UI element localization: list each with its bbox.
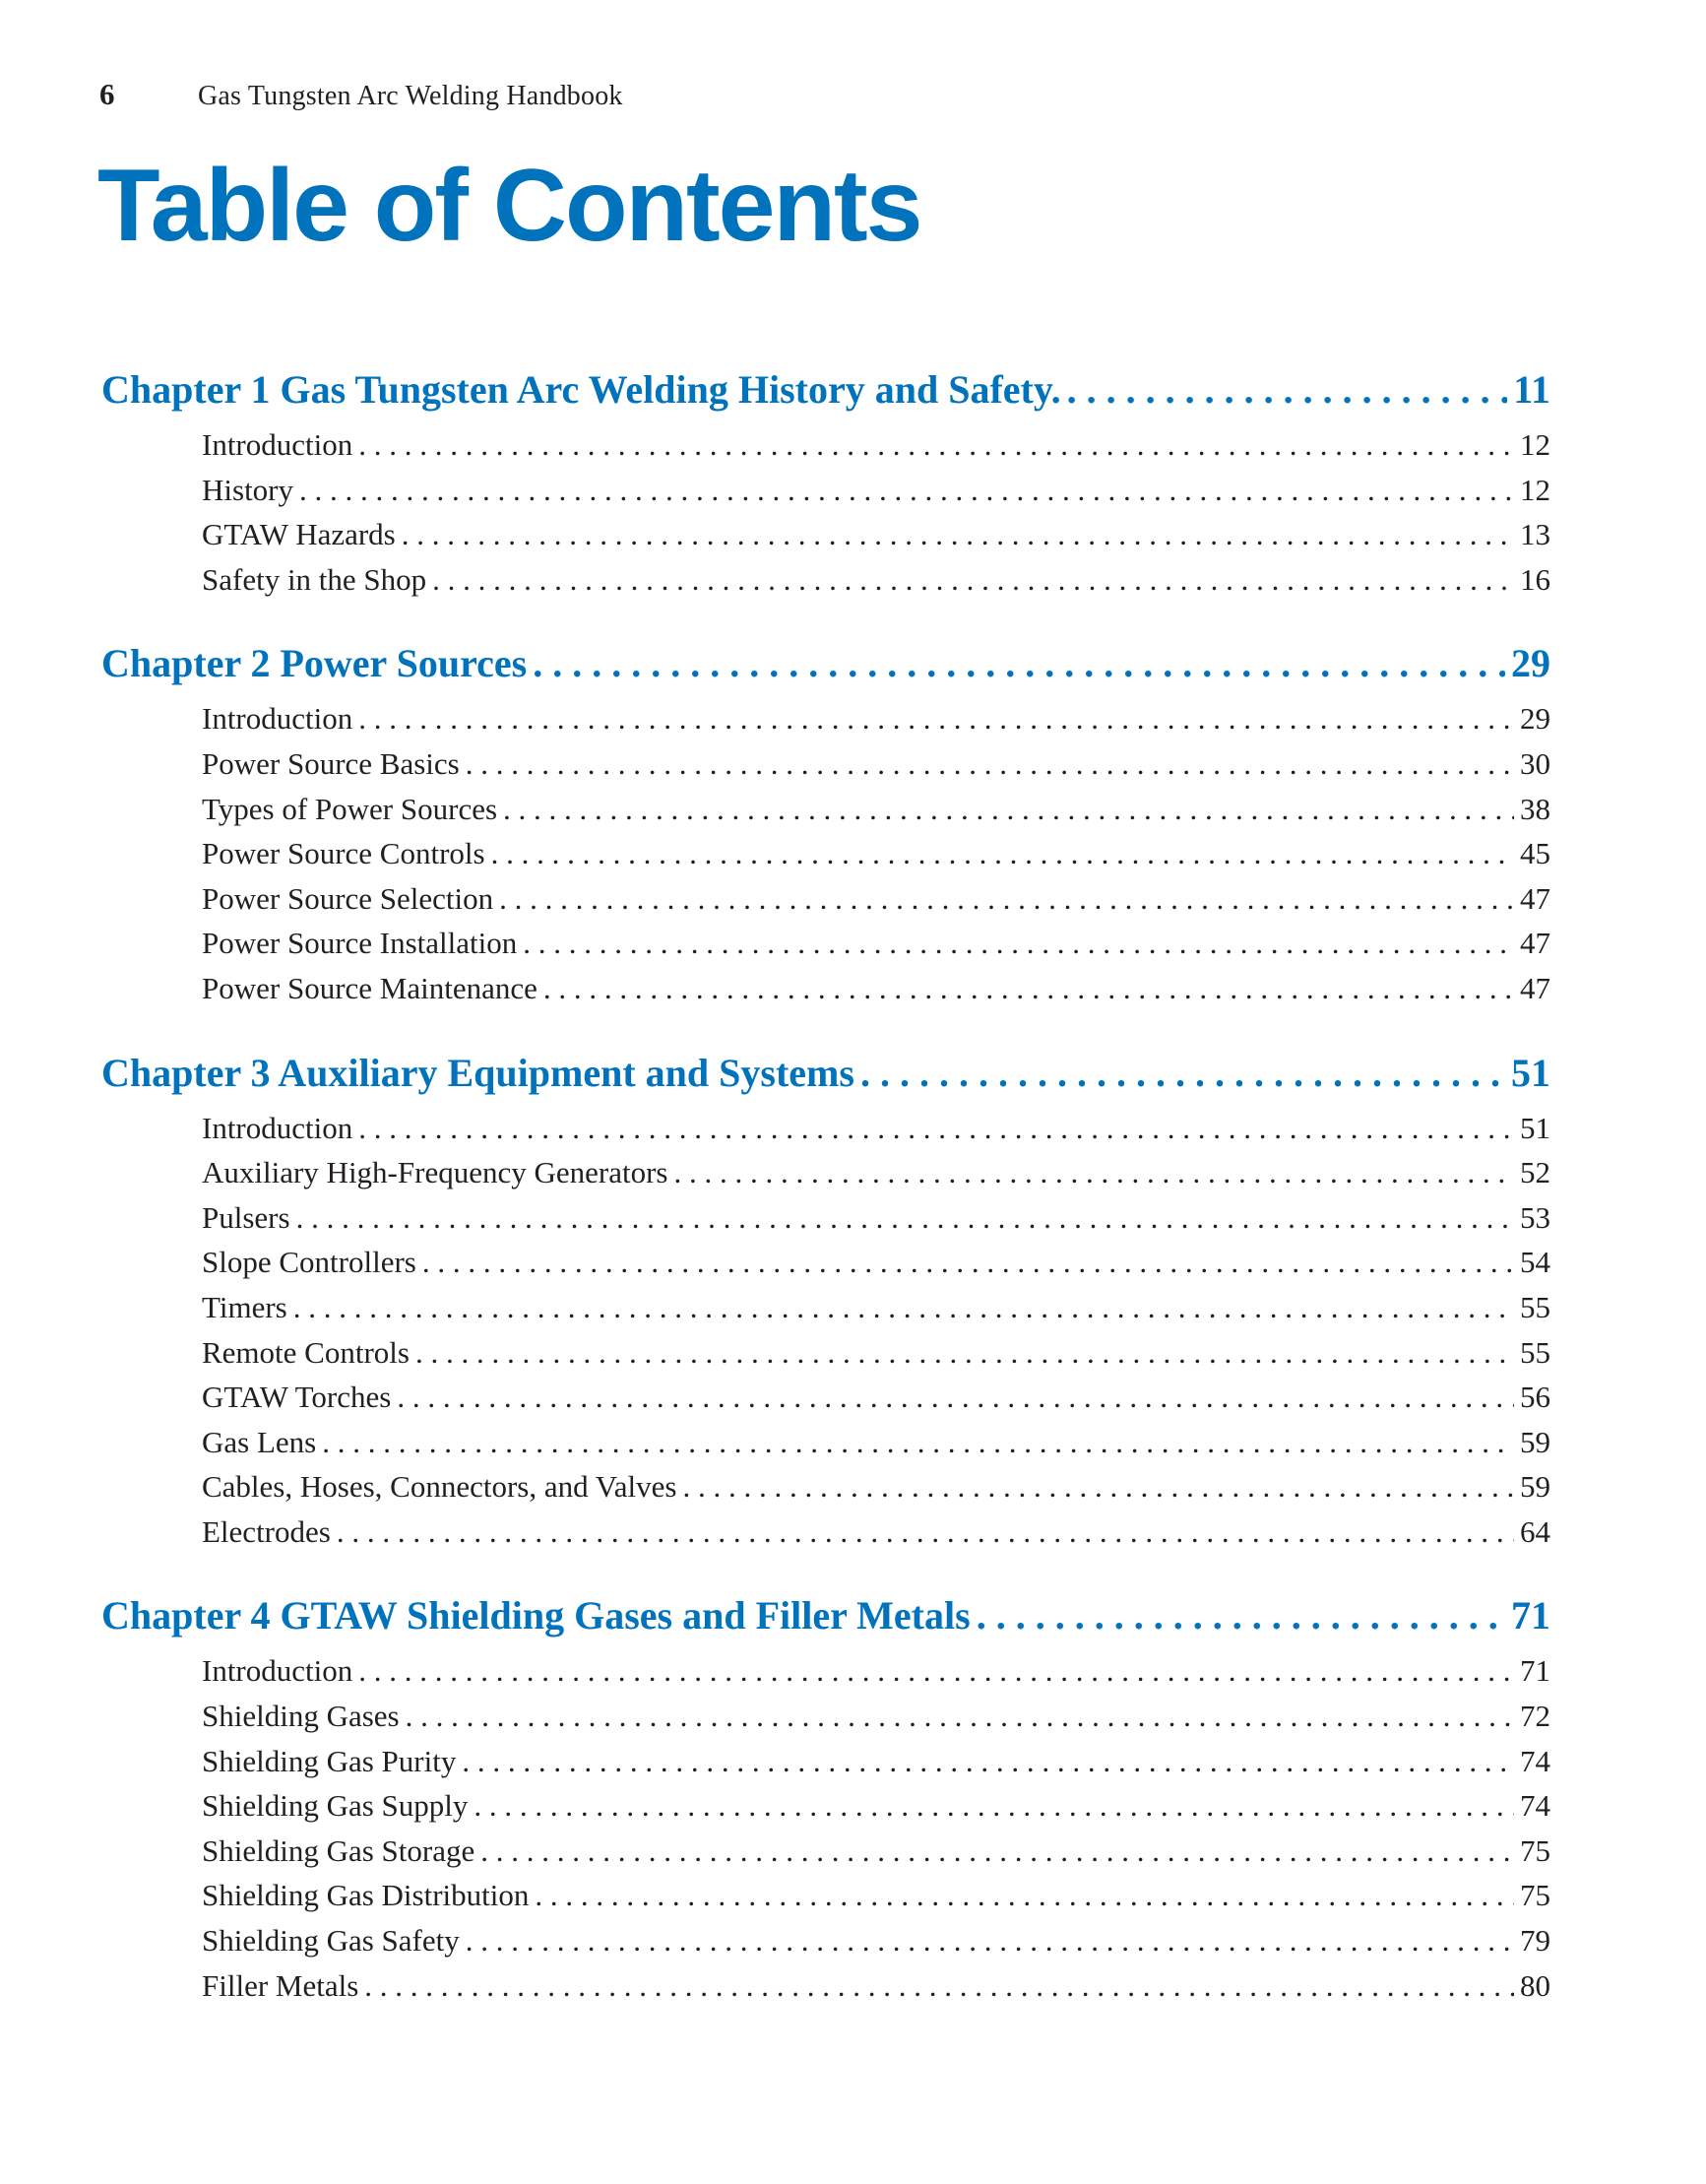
section-entry[interactable] [101, 1878, 1550, 1923]
section-entry[interactable] [101, 1653, 1550, 1699]
chapter-title: Chapter 2 Power Sources [101, 641, 528, 686]
section-page-number: 47 [1520, 970, 1550, 1005]
section-title: Shielding Gas Safety [202, 1923, 460, 1959]
dot-leader [402, 517, 1514, 552]
section-entry[interactable] [101, 473, 1550, 518]
chapter-block [101, 1592, 1550, 2013]
dot-leader [480, 1833, 1514, 1869]
section-title: Pulsers [202, 1199, 290, 1235]
dot-leader [499, 881, 1514, 917]
section-title: GTAW Torches [202, 1380, 392, 1415]
section-page-number: 79 [1520, 1923, 1550, 1959]
section-title: History [202, 472, 293, 507]
page-title: Table of Contents [97, 149, 921, 263]
section-entry[interactable] [101, 1200, 1550, 1246]
section-entry[interactable] [101, 1833, 1550, 1879]
chapter-title: Chapter 1 Gas Tungsten Arc Welding History and Safety. [101, 367, 1061, 412]
dot-leader [322, 1425, 1514, 1460]
section-page-number: 51 [1520, 1110, 1550, 1145]
chapter-block [101, 366, 1550, 607]
section-page-number: 80 [1520, 1967, 1550, 2003]
chapter-block [101, 1050, 1550, 1560]
section-entry[interactable] [101, 562, 1550, 608]
section-entry[interactable] [101, 1699, 1550, 1744]
section-title: Shielding Gas Distribution [202, 1878, 530, 1913]
section-page-number: 53 [1520, 1199, 1550, 1235]
dot-leader [422, 1245, 1514, 1280]
section-title: Introduction [202, 1110, 353, 1145]
section-page-number: 55 [1520, 1289, 1550, 1324]
section-title: Types of Power Sources [202, 791, 498, 826]
section-entry[interactable] [101, 836, 1550, 881]
dot-leader [397, 1380, 1514, 1415]
section-entry[interactable] [101, 1514, 1550, 1560]
section-title: Gas Lens [202, 1424, 317, 1459]
dot-leader [337, 1514, 1514, 1550]
section-title: Filler Metals [202, 1967, 359, 2003]
section-page-number: 47 [1520, 880, 1550, 916]
section-entry[interactable] [101, 1968, 1550, 2014]
section-title: Shielding Gases [202, 1699, 400, 1734]
chapter-entry[interactable] [101, 366, 1550, 416]
section-page-number: 75 [1520, 1832, 1550, 1868]
section-entry[interactable] [101, 1923, 1550, 1968]
dot-leader [358, 427, 1514, 463]
section-title: Power Source Basics [202, 745, 460, 781]
chapter-entry[interactable] [101, 640, 1550, 689]
section-page-number: 38 [1520, 791, 1550, 826]
running-head [99, 77, 623, 116]
dot-leader [682, 1469, 1514, 1505]
section-page-number: 54 [1520, 1245, 1550, 1280]
section-entry[interactable] [101, 1425, 1550, 1470]
chapter-title: Chapter 4 GTAW Shielding Gases and Filler Metals [101, 1593, 971, 1638]
dot-leader [432, 562, 1514, 598]
section-title: Cables, Hoses, Connectors, and Valves [202, 1469, 677, 1505]
book-title: Gas Tungsten Arc Welding Handbook [198, 81, 623, 111]
section-entry[interactable] [101, 1155, 1550, 1200]
section-page-number: 13 [1520, 517, 1550, 552]
section-title: Shielding Gas Supply [202, 1788, 469, 1824]
chapter-entry[interactable] [101, 1592, 1550, 1641]
section-page-number: 59 [1520, 1469, 1550, 1505]
section-entry[interactable] [101, 1290, 1550, 1335]
chapter-page-number: 11 [1513, 367, 1550, 412]
section-entry[interactable] [101, 971, 1550, 1016]
section-entry[interactable] [101, 517, 1550, 562]
section-page-number: 47 [1520, 926, 1550, 961]
chapter-title: Chapter 3 Auxiliary Equipment and Systems [101, 1050, 854, 1095]
section-page-number: 45 [1520, 836, 1550, 871]
table-of-contents [101, 366, 1550, 2046]
section-entry[interactable] [101, 746, 1550, 792]
section-page-number: 55 [1520, 1334, 1550, 1370]
section-entry[interactable] [101, 881, 1550, 927]
dot-leader [296, 1200, 1514, 1236]
dot-leader [462, 1744, 1514, 1779]
dot-leader [358, 1653, 1514, 1689]
section-title: Power Source Maintenance [202, 970, 537, 1005]
section-entry[interactable] [101, 1111, 1550, 1156]
section-entry[interactable] [101, 926, 1550, 971]
section-page-number: 30 [1520, 745, 1550, 781]
section-title: Slope Controllers [202, 1245, 416, 1280]
dot-leader [293, 1290, 1514, 1325]
dot-leader [1067, 366, 1508, 413]
section-page-number: 72 [1520, 1699, 1550, 1734]
dot-leader [543, 971, 1514, 1006]
dot-leader [860, 1050, 1505, 1096]
section-page-number: 52 [1520, 1155, 1550, 1190]
dot-leader [977, 1592, 1505, 1638]
dot-leader [466, 746, 1514, 782]
section-entry[interactable] [101, 427, 1550, 473]
section-entry[interactable] [101, 792, 1550, 837]
page-number: 6 [99, 77, 115, 111]
chapter-block [101, 640, 1550, 1015]
section-title: Introduction [202, 427, 353, 462]
section-title: Introduction [202, 701, 353, 737]
dot-leader [406, 1699, 1514, 1734]
dot-leader [466, 1923, 1514, 1959]
dot-leader [673, 1155, 1514, 1190]
section-title: Timers [202, 1289, 287, 1324]
section-title: Shielding Gas Storage [202, 1832, 475, 1868]
section-entry[interactable] [101, 1469, 1550, 1514]
section-title: GTAW Hazards [202, 517, 396, 552]
section-title: Power Source Installation [202, 926, 518, 961]
section-title: Remote Controls [202, 1334, 410, 1370]
section-title: Power Source Selection [202, 880, 494, 916]
dot-leader [533, 640, 1505, 686]
section-page-number: 59 [1520, 1424, 1550, 1459]
section-title: Electrodes [202, 1513, 331, 1549]
chapter-page-number: 51 [1511, 1050, 1550, 1095]
dot-leader [364, 1968, 1514, 2004]
section-entry[interactable] [101, 1380, 1550, 1425]
dot-leader [535, 1878, 1514, 1913]
dot-leader [415, 1335, 1514, 1371]
dot-leader [474, 1788, 1514, 1824]
dot-leader [503, 792, 1514, 827]
section-entry[interactable] [101, 1245, 1550, 1290]
chapter-page-number: 29 [1511, 641, 1550, 686]
section-entry[interactable] [101, 1335, 1550, 1381]
section-entry[interactable] [101, 701, 1550, 746]
section-page-number: 74 [1520, 1788, 1550, 1824]
section-page-number: 75 [1520, 1878, 1550, 1913]
dot-leader [523, 926, 1514, 961]
section-title: Introduction [202, 1653, 353, 1689]
dot-leader [358, 701, 1514, 737]
section-page-number: 71 [1520, 1653, 1550, 1689]
section-page-number: 16 [1520, 561, 1550, 597]
section-page-number: 12 [1520, 472, 1550, 507]
chapter-page-number: 71 [1511, 1593, 1550, 1638]
dot-leader [358, 1111, 1514, 1146]
section-entry[interactable] [101, 1788, 1550, 1833]
section-page-number: 56 [1520, 1380, 1550, 1415]
section-title: Shielding Gas Purity [202, 1743, 457, 1778]
section-page-number: 74 [1520, 1743, 1550, 1778]
section-page-number: 12 [1520, 427, 1550, 462]
section-page-number: 64 [1520, 1513, 1550, 1549]
section-title: Power Source Controls [202, 836, 485, 871]
section-title: Safety in the Shop [202, 561, 427, 597]
section-title: Auxiliary High-Frequency Generators [202, 1155, 668, 1190]
dot-leader [491, 836, 1514, 871]
section-entry[interactable] [101, 1744, 1550, 1789]
section-page-number: 29 [1520, 701, 1550, 737]
chapter-entry[interactable] [101, 1050, 1550, 1099]
dot-leader [299, 473, 1514, 508]
